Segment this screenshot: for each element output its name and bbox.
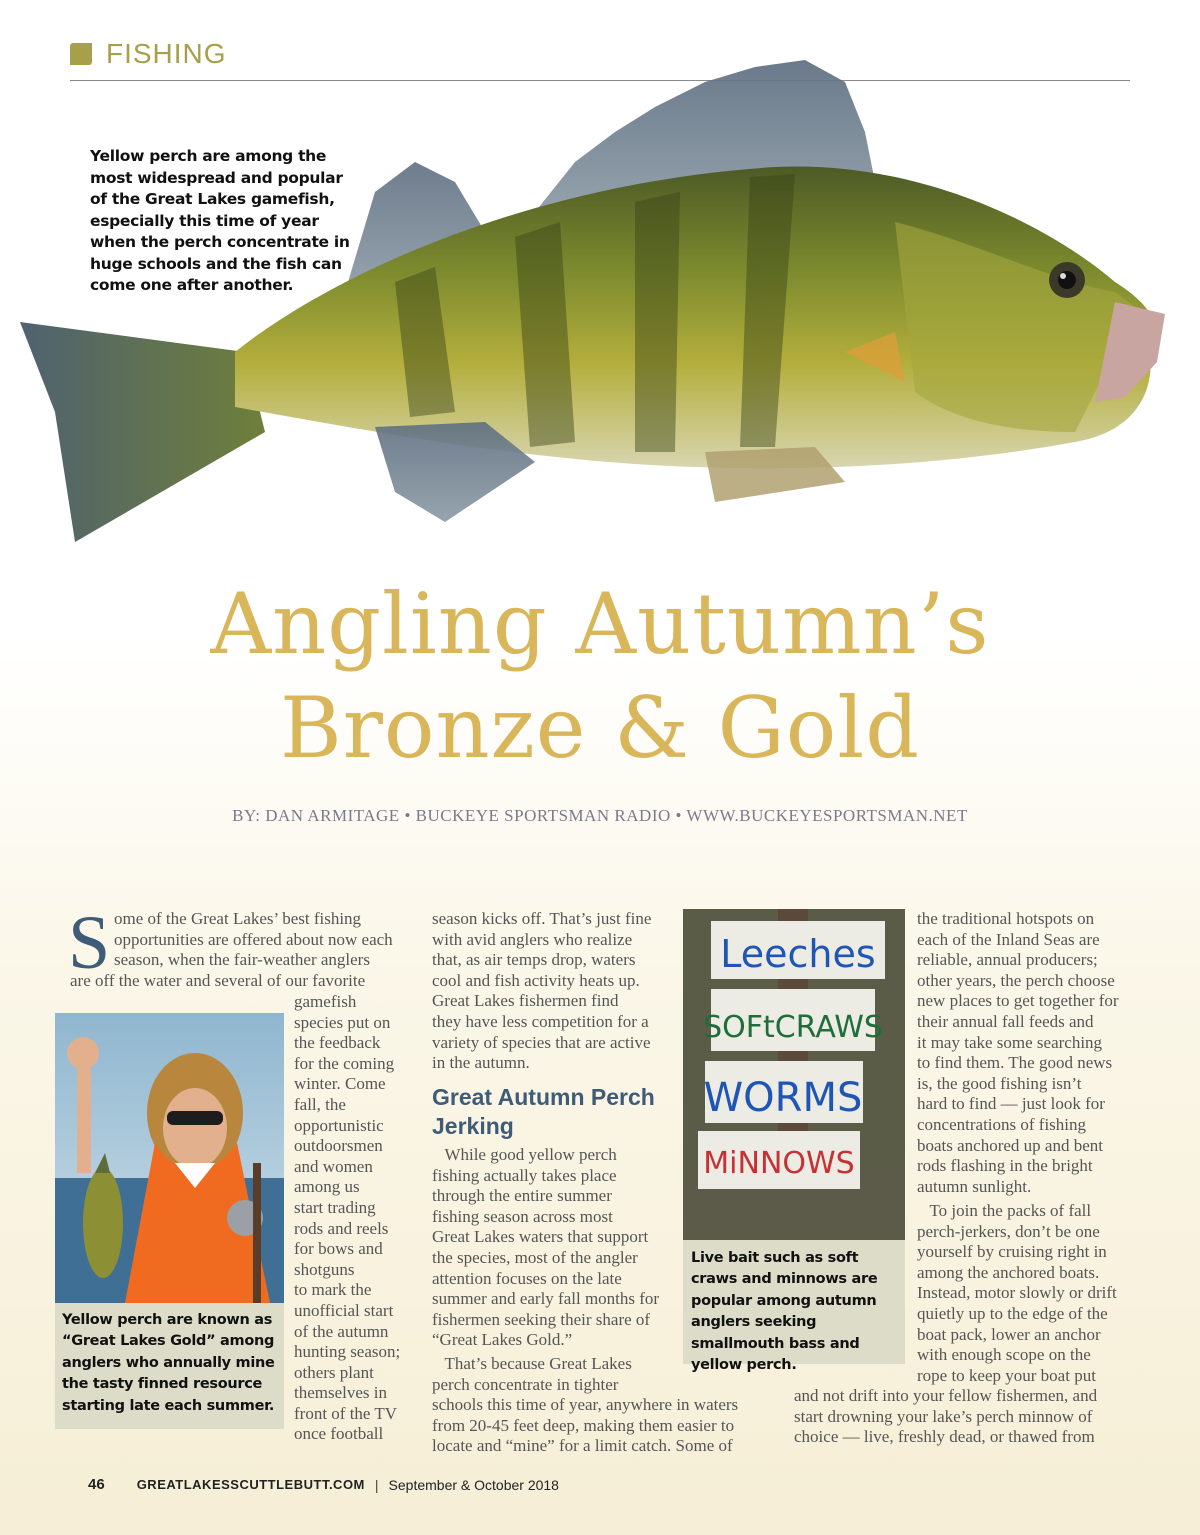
text-line: with avid anglers who realize: [432, 929, 633, 949]
col4-text-b: [917, 1201, 1132, 1386]
footer-divider: |: [374, 1476, 379, 1493]
text-line: the species, most of the angler: [432, 1247, 638, 1267]
text-line: That’s because Great Lakes: [432, 1354, 632, 1373]
text-line: concentrations of fishing: [917, 1114, 1087, 1134]
text-line: outdoorsmen: [294, 1136, 383, 1156]
text-line: boats anchored up and bent: [917, 1135, 1103, 1155]
col2-top-text: [432, 909, 677, 1074]
text-line: for bows and: [294, 1239, 383, 1259]
text-line: variety of species that are active: [432, 1032, 651, 1052]
text-line: attention focuses on the late: [432, 1268, 622, 1288]
text-line: locate and “mine” for a limit catch. Some of: [432, 1436, 733, 1456]
text-line: and women: [294, 1156, 373, 1176]
text-line: season, when the fair-weather anglers: [114, 950, 370, 970]
text-line: gamefish: [294, 992, 357, 1011]
text-line: among the anchored boats.: [917, 1262, 1100, 1282]
text-line: shotguns: [294, 1259, 355, 1279]
text-line: themselves in: [294, 1383, 388, 1403]
text-line: season kicks off. That’s just fine: [432, 909, 652, 928]
text-line: for the coming: [294, 1053, 395, 1073]
text-line: perch-jerkers, don’t be one: [917, 1221, 1100, 1241]
col1-opening: [114, 909, 414, 971]
sign-leeches: Leeches: [720, 932, 876, 976]
text-line: fall, the: [294, 1094, 346, 1114]
text-line: front of the TV: [294, 1403, 398, 1423]
subhead: Great Autumn Perch Jerking: [432, 1084, 655, 1139]
text-line: fishing season across most: [432, 1206, 613, 1226]
text-line: schools this time of year, anywhere in waters: [432, 1395, 739, 1415]
text-line: is, the good fishing isn’t: [917, 1073, 1082, 1093]
text-line: fishing actually takes place: [432, 1165, 617, 1185]
text-line: with enough scope on the: [917, 1345, 1091, 1365]
text-line: boat pack, lower an anchor: [917, 1324, 1101, 1344]
text-line: and not drift into your fellow fishermen, and: [794, 1386, 1098, 1405]
text-line: quietly up to the edge of the: [917, 1303, 1108, 1323]
left-photo-caption: Yellow perch are known as “Great Lakes Gold” among anglers who annually mine the tasty finned resource starting late each summer.: [55, 1303, 284, 1429]
text-line: To join the packs of fall: [917, 1201, 1092, 1220]
text-line: to mark the: [294, 1280, 372, 1300]
headline-line-1: Angling Autumn’s: [210, 575, 990, 673]
col1-full-line: are off the water and several of our favorite: [70, 971, 366, 990]
text-line: rope to keep your boat put: [917, 1365, 1096, 1385]
byline: BY: DAN ARMITAGE • BUCKEYE SPORTSMAN RADIO • WWW.BUCKEYESPORTSMAN.NET: [232, 806, 968, 825]
text-line: opportunistic: [294, 1115, 384, 1135]
text-line: hard to find — just look for: [917, 1094, 1105, 1114]
text-line: species put on: [294, 1012, 391, 1032]
text-line: that, as air temps drop, waters: [432, 950, 636, 970]
text-line: of the autumn: [294, 1321, 389, 1341]
text-line: each of the Inland Seas are: [917, 929, 1100, 949]
text-line: others plant: [294, 1362, 374, 1382]
text-line: start drowning your lake’s perch minnow of: [794, 1406, 1093, 1426]
page-number: 46: [88, 1476, 105, 1493]
text-line: While good yellow perch: [432, 1145, 617, 1164]
text-line: perch concentrate in tighter: [432, 1374, 619, 1394]
sign-worms: WORMS: [703, 1075, 863, 1121]
sign-minnows: MiNNOWS: [703, 1146, 855, 1181]
col4-text-a: [917, 909, 1132, 1197]
text-line: Instead, motor slowly or drift: [917, 1283, 1117, 1303]
article-headline: [0, 572, 1200, 780]
text-line: cool and fish activity heats up.: [432, 970, 640, 990]
bait-signs-photo: [683, 909, 905, 1240]
text-line: through the entire summer: [432, 1186, 612, 1206]
angler-holding-perch-photo: [55, 1013, 284, 1303]
text-line: reliable, annual producers;: [917, 950, 1098, 970]
text-line: it may take some searching: [917, 1032, 1103, 1052]
text-line: their annual fall feeds and: [917, 1011, 1094, 1031]
perch-fish-illustration: [15, 52, 1175, 552]
col4-wide-text: [794, 1386, 1134, 1448]
text-line: new places to get together for: [917, 991, 1119, 1011]
right-photo-caption: Live bait such as soft craws and minnows are popular among autumn anglers seeking smallmouth bass and yellow perch.: [683, 1240, 905, 1364]
text-line: autumn sunlight.: [917, 1176, 1032, 1196]
text-line: from 20-45 feet deep, making them easier to: [432, 1415, 735, 1435]
fish-caption: Yellow perch are among the most widespread and popular of the Great Lakes gamefish, especially this time of year when the perch concentrate in huge schools and the fish can come one after another.: [90, 147, 350, 294]
headline-line-2: Bronze & Gold: [279, 679, 920, 777]
text-line: opportunities are offered about now each: [114, 929, 393, 949]
text-line: hunting season;: [294, 1342, 401, 1362]
text-line: “Great Lakes Gold.”: [432, 1330, 573, 1350]
text-line: choice — live, freshly dead, or thawed from: [794, 1427, 1095, 1447]
text-line: fishermen seeking their share of: [432, 1309, 651, 1329]
sign-softcraws: SOFtCRAWS: [703, 1010, 883, 1045]
text-line: Great Lakes fishermen find: [432, 991, 619, 1011]
footer-issue: September & October 2018: [388, 1476, 559, 1493]
footer-website: GREATLAKESSCUTTLEBUTT.COM: [136, 1477, 365, 1492]
text-line: rods and reels: [294, 1218, 389, 1238]
text-line: summer and early fall months for: [432, 1289, 660, 1309]
text-line: other years, the perch choose: [917, 970, 1115, 990]
section-title: FISHING: [106, 38, 227, 69]
text-line: winter. Come: [294, 1074, 386, 1094]
text-line: yourself by cruising right in: [917, 1242, 1107, 1262]
text-line: start trading: [294, 1197, 376, 1217]
text-line: in the autumn.: [432, 1053, 530, 1073]
text-line: unofficial start: [294, 1300, 394, 1320]
text-line: ome of the Great Lakes’ best fishing: [114, 909, 362, 928]
text-line: to find them. The good news: [917, 1053, 1113, 1073]
col2-mid-text: [432, 1145, 677, 1351]
text-line: Great Lakes waters that support: [432, 1227, 649, 1247]
text-line: they have less competition for a: [432, 1011, 649, 1031]
page-footer: [88, 1476, 559, 1493]
text-line: the feedback: [294, 1033, 381, 1053]
text-line: once football: [294, 1424, 384, 1444]
text-line: rods flashing in the bright: [917, 1156, 1093, 1176]
drop-cap: S: [68, 901, 111, 985]
text-line: the traditional hotspots on: [917, 909, 1095, 928]
text-line: among us: [294, 1177, 360, 1197]
col1-narrow-text: [294, 992, 419, 1445]
